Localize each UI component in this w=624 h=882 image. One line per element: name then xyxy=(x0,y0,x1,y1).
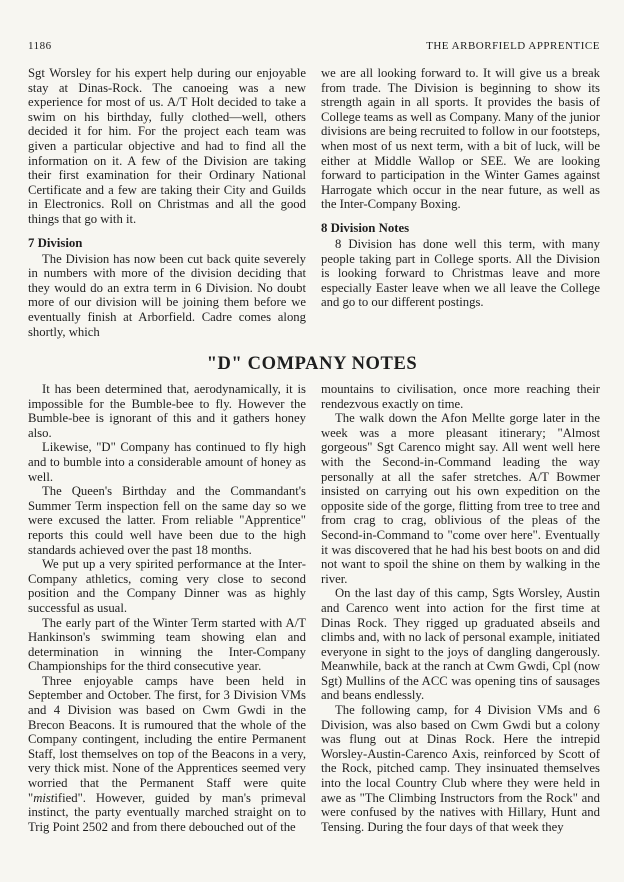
paragraph: Likewise, "D" Company has continued to fly high and to bumble into a considerable amount of honey as well. xyxy=(28,440,306,484)
page-number: 1186 xyxy=(28,40,52,52)
paragraph: Sgt Worsley for his expert help during our enjoyable stay at Dinas-Rock. The canoeing was a new experience for most of us. A/T Holt decided to take a swim on his birthday, fully clothed—well, others decided it for him. For the project each team was given a particular objective and had to find all the information on it. A few of the Division are taking their first examination for their Ordinary National Certificate and a few are taking their City and Guilds in Electronics. Roll on Christmas and all the good things that go with it. xyxy=(28,66,306,226)
paragraph: The Queen's Birthday and the Commandant's Summer Term inspection fell on the same day so we were excused the latter. From reliable "Apprentice" reports this could well have been due to the high standards achieved over the past 18 months. xyxy=(28,484,306,557)
paragraph: The walk down the Afon Mellte gorge later in the week was a more pleasant itinerary; "Almost gorgeous" Sgt Carenco might say. All went well here with the Second-in-Command leading the way personally at all the safer stretches. A/T Bowmer insisted on carrying out his own expedition on the opposite side of the gorge, flitting from tree to tree and from crag to crag, oblivious of the pleas of the Second-in-Command to "come over here". Eventually it was discovered that he had his best boots on and did not want to spoil the shine on them by walking in the river. xyxy=(321,411,600,586)
running-header xyxy=(28,40,600,56)
paragraph xyxy=(28,674,306,835)
section-heading-7-division: 7 Division xyxy=(28,235,83,250)
paragraph: It has been determined that, aerodynamically, it is impossible for the Bumble-bee to fly. However the Bumble-bee is ignorant of this and it gathers honey also. xyxy=(28,382,306,440)
top-left-column xyxy=(28,66,306,339)
article-title: "D" COMPANY NOTES xyxy=(206,354,418,374)
paragraph: we are all looking forward to. It will give us a break from trade. The Division is beginning to show its strength again in all sports. It provides the basis of College teams as well as Company. Many of the junior divisions are being recruited to follow in our footsteps, when most of us next term, with a bit of luck, will be either at Middle Wallop or SEE. We are looking forward to participation in the Winter Games against Harrogate which occur in the near future, as well as the Inter-Company Boxing. xyxy=(321,66,600,212)
text-run: Three enjoyable camps have been held in September and October. The first, for 3 Division VMs and 4 Division was based on Cwm Gwdi in the Brecon Beacons. It is rumoured that the whole of the Company contingent, including the entire Permanent Staff, lost themselves on top of the Beacons in a very, very thick mist. None of the Apprentices seemed very worried that the Permanent Staff were quite " xyxy=(28,673,306,805)
italic-emphasis: mist xyxy=(33,790,55,805)
paragraph: We put up a very spirited performance at the Inter-Company athletics, coming very close to second position and the Company Dinner was as highly successful as usual. xyxy=(28,557,306,615)
paragraph: On the last day of this camp, Sgts Worsley, Austin and Carenco went into action for the first time at Dinas Rock. They rigged up graduated abseils and climbs and, with no lack of personal example, initiated everyone in sight to the joys of dangling dangerously. Meanwhile, back at the ranch at Cwm Gwdi, Cpl (now Sgt) Mullins of the ACC was opening tins of sausages and beans endlessly. xyxy=(321,586,600,703)
bottom-left-column xyxy=(28,382,306,834)
bottom-right-column xyxy=(321,382,600,834)
paragraph: mountains to civilisation, once more reaching their rendezvous exactly on time. xyxy=(321,382,600,411)
section-heading-8-division-notes: 8 Division Notes xyxy=(321,220,410,235)
paragraph: 8 Division has done well this term, with many people taking part in College sports. All the Division is looking forward to Christmas leave and more especially Easter leave when we all leave the College and go to our different postings. xyxy=(321,236,600,310)
text-run: ified". However, guided by man's primeval instinct, the party eventually marched straight on to Trig Point 2502 and from there debouched out of the xyxy=(28,790,306,834)
top-right-column xyxy=(321,66,600,310)
paragraph: The following camp, for 4 Division VMs and 6 Division, was also based on Cwm Gwdi but a colony was flung out at Dinas Rock. Here the intrepid Worsley-Austin-Carenco Axis, reinforced by Scott of the Rock, pitched camp. They insinuated themselves into the local Country Club where they were held in awe as "The Climbing Instructors from the Rock" and were confused by the natives with Hillary, Hunt and Tensing. During the four days of that week they xyxy=(321,703,600,834)
paragraph: The early part of the Winter Term started with A/T Hankinson's swimming team showing elan and determination in winning the Inter-Company Championships for the third consecutive year. xyxy=(28,615,306,674)
publication-title: THE ARBORFIELD APPRENTICE xyxy=(426,40,600,52)
paragraph: The Division has now been cut back quite severely in numbers with more of the division deciding that they would do an extra term in 6 Division. No doubt more of our division will be joining them before we eventually finish at Arborfield. Cadre comes along shortly, which xyxy=(28,251,306,339)
